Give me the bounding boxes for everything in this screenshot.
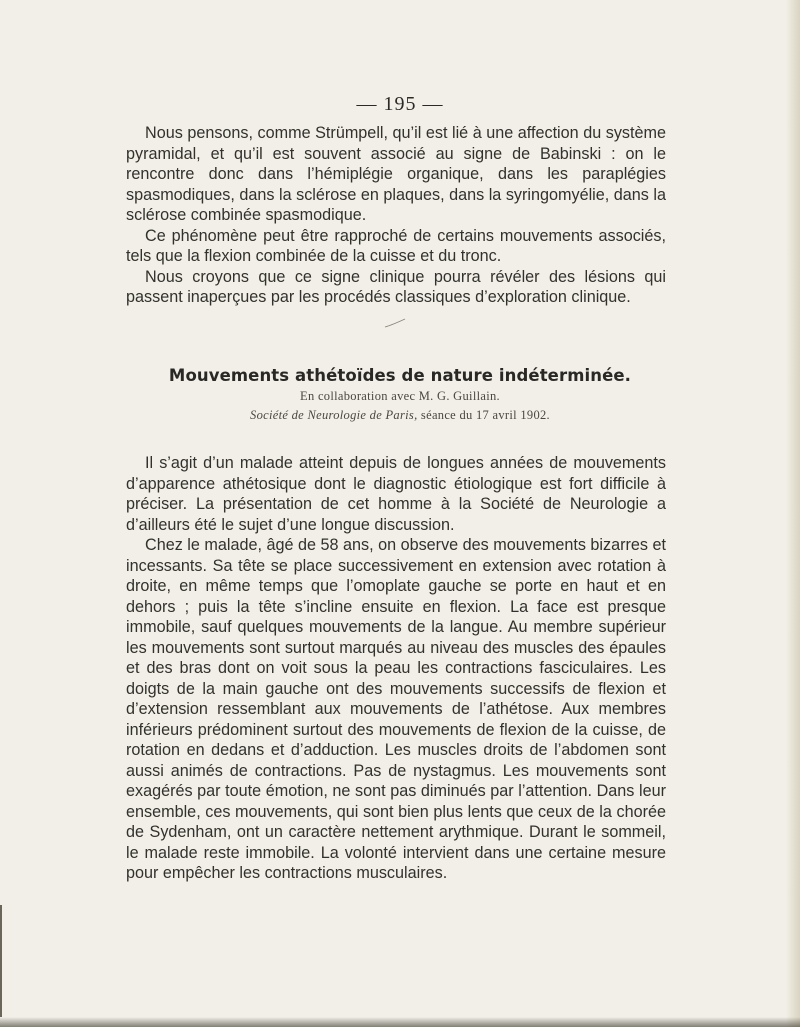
- separator-ornament: [384, 318, 406, 328]
- left-margin-mark: [0, 905, 2, 1017]
- citation-line: [0, 408, 800, 423]
- citation-date: séance du 17 avril 1902.: [417, 408, 550, 422]
- section-body-1: [126, 123, 666, 308]
- paragraph: Chez le malade, âgé de 58 ans, on observe des mouvements bizarres et incessants. Sa tête se place successivement en extension avec rotation à droite, en même temps que l’omoplate gauche se porte en haut et en dehors ; puis la tête s’incline ensuite en flexion. La face est presque immobile, sauf quelques mouvements de la langue. Au membre supérieur les mouvements sont surtout marqués au niveau des muscles des épaules et des bras dont on voit sous la peau les contractions fasciculaires. Les doigts de la main gauche ont des mouvements successifs de flexion et d’extension ressemblant aux mouvements de l’athétose. Aux membres inférieurs prédominent surtout des mouvements de flexion de la cuisse, de rotation en dedans et d’adduction. Les muscles droits de l’abdomen sont aussi animés de contractions. Pas de nystagmus. Les mouvements sont exagérés par toute émotion, ne sont pas diminués par l’attention. Dans leur ensemble, ces mouvements, qui sont bien plus lents que ceux de la chorée de Sydenham, ont un caractère nettement arythmique. Durant le sommeil, le malade reste immobile. La volonté intervient dans une certaine mesure pour empêcher les contractions musculaires.: [126, 536, 666, 882]
- paragraph: Il s’agit d’un malade atteint depuis de longues années de mouvements d’apparence athétosique dont le diagnostic étiologique est fort difficile à préciser. La présentation de cet homme à la Société de Neurologie a d’ailleurs été le sujet d’une longue discussion.: [126, 454, 666, 534]
- bottom-shadow: [0, 1017, 800, 1027]
- paragraph: Nous croyons que ce signe clinique pourra révéler des lésions qui passent inaperçues par les procédés classiques d’exploration clinique.: [126, 267, 666, 306]
- page-edge-shadow: [786, 0, 800, 1027]
- page-number: — 195 —: [356, 93, 444, 115]
- collaboration-line: En collaboration avec M. G. Guillain.: [300, 389, 500, 403]
- citation-source: Société de Neurologie de Paris,: [250, 408, 418, 422]
- paragraph: Nous pensons, comme Strümpell, qu’il est lié à une affection du système pyramidal, et qu’il est souvent associé au signe de Babinski : on le rencontre donc dans l’hémiplégie organique, dans les paraplégies spasmodiques, dans la sclérose en plaques, dans la syringomyélie, dans la sclérose combinée spasmodique.: [126, 124, 666, 224]
- article-title: Mouvements athétoïdes de nature indéterminée.: [168, 366, 632, 385]
- section-body-2: [126, 453, 666, 884]
- paragraph: Ce phénomène peut être rapproché de certains mouvements associés, tels que la flexion combinée de la cuisse et du tronc.: [126, 226, 666, 265]
